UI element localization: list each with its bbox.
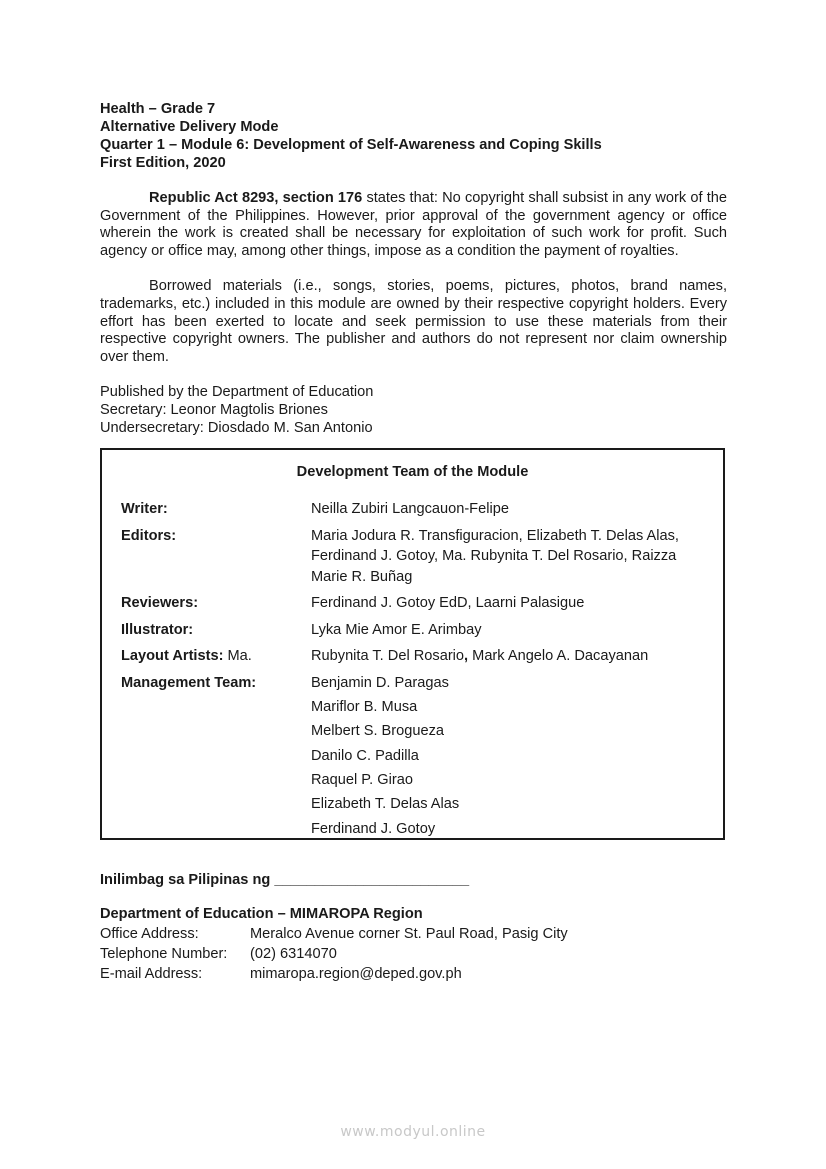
- reviewers-label: Reviewers:: [121, 595, 199, 611]
- management-member: Danilo C. Padilla: [311, 747, 419, 764]
- management-member: Benjamin D. Paragas: [311, 674, 449, 691]
- team-table: [121, 499, 711, 849]
- undersecretary: Undersecretary: Diosdado M. San Antonio: [100, 419, 373, 436]
- writer-row: [121, 499, 711, 520]
- team-title: Development Team of the Module: [296, 464, 529, 480]
- subject-grade: Health – Grade 7: [100, 101, 216, 117]
- layout-artist-b: Mark Angelo A. Dacayanan: [468, 648, 649, 664]
- delivery-mode: Alternative Delivery Mode: [100, 119, 279, 135]
- illustrator-label: Illustrator:: [121, 621, 194, 638]
- law-reference: Republic Act 8293, section 176: [149, 190, 363, 206]
- management-list: [311, 673, 711, 843]
- region-title: Department of Education – MIMAROPA Region: [100, 906, 423, 922]
- management-member: Mariflor B. Musa: [311, 698, 418, 715]
- layout-artists-value: [311, 646, 711, 667]
- printed-in-line: Inilimbag sa Pilipinas ng ________________________: [100, 872, 470, 888]
- illustrator-value: Lyka Mie Amor E. Arimbay: [311, 621, 482, 638]
- edition: First Edition, 2020: [100, 155, 226, 171]
- borrowed-materials-paragraph: Borrowed materials (i.e., songs, stories, poems, pictures, photos, brand names, trademarks, etc.) included in this module are owned by their respective copyright holders. Every effort has been exerted to locate and seek permission to use these materials from their respective copyright owners. The publisher and authors do not represent nor claim ownership over them.: [100, 278, 727, 365]
- layout-artist-a: Rubynita T. Del Rosario: [311, 648, 465, 664]
- management-row: [121, 673, 711, 843]
- telephone-row: [100, 944, 727, 964]
- module-title: Quarter 1 – Module 6: Development of Self-Awareness and Coping Skills: [100, 137, 602, 153]
- editors-label: Editors:: [121, 527, 177, 544]
- email-value: mimaropa.region@deped.gov.ph: [250, 966, 462, 982]
- management-member: Melbert S. Brogueza: [311, 723, 445, 740]
- reviewers-row: [121, 593, 711, 614]
- law-text: states that: No copyright shall subsist in any work of the Government of the Philippines. However, prior approval of the government agency or office wherein the work is created shall be necessary for exploitation of such work for profit. Such agency or office may, among other things, impose as a condition the payment of royalties.: [100, 190, 727, 259]
- writer-label: Writer:: [121, 501, 168, 517]
- layout-artists-label-text: Layout Artists:: [121, 648, 224, 664]
- office-address-value: Meralco Avenue corner St. Paul Road, Pasig City: [250, 926, 568, 942]
- publisher-footer: [100, 870, 727, 984]
- front-matter: [100, 100, 727, 437]
- email-row: [100, 964, 727, 984]
- management-member: Ferdinand J. Gotoy: [311, 820, 436, 837]
- development-team-box: [100, 448, 725, 840]
- watermark: www.modyul.online: [340, 1124, 486, 1140]
- writer-value: Neilla Zubiri Langcauon-Felipe: [311, 501, 509, 517]
- telephone-label: Telephone Number:: [100, 946, 228, 962]
- telephone-value: (02) 6314070: [250, 946, 337, 962]
- management-label: Management Team:: [121, 674, 257, 691]
- office-address-row: [100, 924, 727, 944]
- copyright-paragraph: [100, 190, 727, 260]
- email-label: E-mail Address:: [100, 966, 203, 982]
- management-member: Elizabeth T. Delas Alas: [311, 796, 460, 813]
- management-member: Raquel P. Girao: [311, 771, 413, 788]
- illustrator-row: [121, 620, 711, 641]
- layout-artists-row: [121, 646, 711, 667]
- office-address-label: Office Address:: [100, 926, 199, 942]
- secretary: Secretary: Leonor Magtolis Briones: [100, 401, 328, 418]
- editors-row: [121, 526, 711, 588]
- reviewers-value: Ferdinand J. Gotoy EdD, Laarni Palasigue: [311, 595, 585, 611]
- layout-artists-label-suffix: Ma.: [223, 648, 252, 664]
- layout-artist-separator: ,: [464, 648, 469, 664]
- published-by: Published by the Department of Education: [100, 384, 374, 401]
- layout-artists-label: [121, 646, 311, 667]
- editors-value: Maria Jodura R. Transfiguracion, Elizabeth T. Delas Alas, Ferdinand J. Gotoy, Ma. Rubynita T. Del Rosario, Raizza Marie R. Buñag: [311, 527, 679, 585]
